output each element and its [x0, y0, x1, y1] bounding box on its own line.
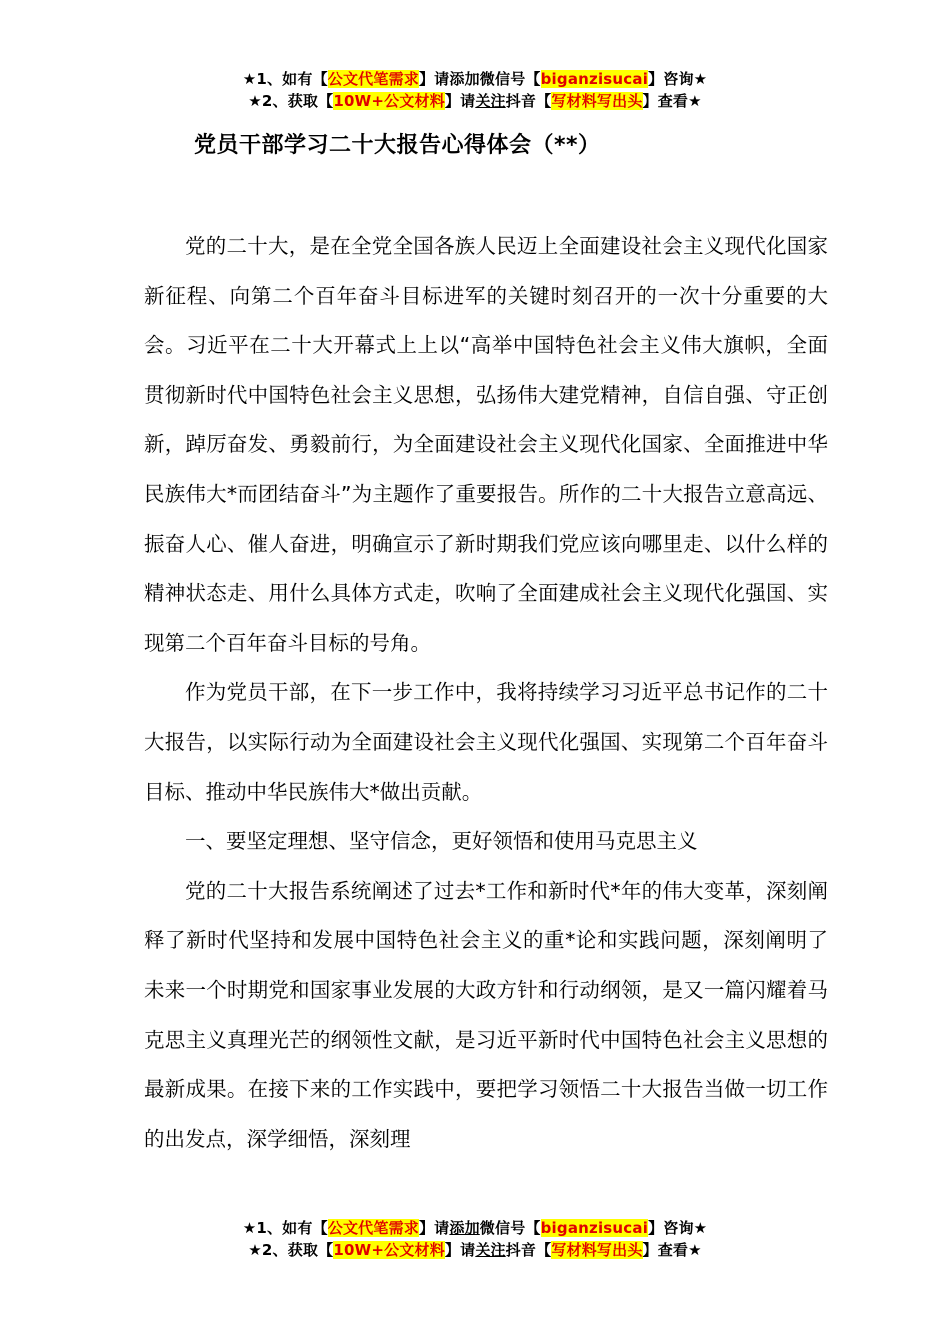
promo-text: ★1、如有【	[242, 1219, 328, 1237]
promo-emphasis: 关注	[475, 92, 506, 110]
promo-highlight: 公文代笔需求	[327, 1219, 419, 1237]
promo-douyin-id: 写材料写出头	[551, 1241, 643, 1259]
promo-text: 微信号【	[479, 70, 541, 88]
promo-text: ★2、获取【	[248, 92, 334, 110]
promo-highlight: 10W+公文材料	[333, 1241, 445, 1259]
promo-wechat-id: biganzisucai	[540, 70, 649, 88]
paragraph: 作为党员干部，在下一步工作中，我将持续学习习近平总书记作的二十大报告，以实际行动为全面建设社会主义现代化强国、实现第二个百年奋斗目标、推动中华民族伟大*做出贡献。	[144, 680, 828, 804]
promo-text: 】请	[418, 1219, 450, 1237]
promo-douyin-id: 写材料写出头	[551, 92, 643, 110]
promo-wechat-id: biganzisucai	[540, 1219, 649, 1237]
promo-emphasis: 关注	[475, 1241, 506, 1259]
promo-text: 】咨询★	[648, 70, 708, 88]
promo-highlight: 10W+公文材料	[333, 92, 445, 110]
promo-text: 】请	[418, 70, 450, 88]
promo-line-2	[0, 1239, 950, 1261]
promo-text: 】咨询★	[648, 1219, 708, 1237]
promo-header	[0, 68, 950, 112]
promo-line-1	[0, 68, 950, 90]
promo-text: 】查看★	[642, 1241, 702, 1259]
paragraph: 党的二十大，是在全党全国各族人民迈上全面建设社会主义现代化国家新征程、向第二个百年奋斗目标进军的关键时刻召开的一次十分重要的大会。习近平在二十大开幕式上上以“高举中国特色社会主义伟大旗帜，全面贯彻新时代中国特色社会主义思想，弘扬伟大建党精神，自信自强、守正创新，踔厉奋发、勇毅前行，为全面建设社会主义现代化国家、全面推进中华民族伟大*而团结奋斗”为主题作了重要报告。所作的二十大报告立意高远、振奋人心、催人奋进，明确宣示了新时期我们党应该向哪里走、以什么样的精神状态走、用什么具体方式走，吹响了全面建成社会主义现代化强国、实现第二个百年奋斗目标的号角。	[144, 234, 828, 655]
promo-emphasis: 添加	[449, 1219, 480, 1237]
document-body	[144, 222, 828, 1164]
section-heading: 一、要坚定理想、坚守信念，更好领悟和使用马克思主义	[185, 829, 698, 854]
paragraph: 党的二十大报告系统阐述了过去*工作和新时代*年的伟大变革，深刻阐释了新时代坚持和发展中国特色社会主义的重*论和实践问题，深刻阐明了未来一个时期党和国家事业发展的大政方针和行动纲领，是又一篇闪耀着马克思主义真理光芒的纲领性文献，是习近平新时代中国特色社会主义思想的最新成果。在接下来的工作实践中，要把学习领悟二十大报告当做一切工作的出发点，深学细悟，深刻理	[144, 878, 828, 1151]
promo-emphasis: 添加	[449, 70, 480, 88]
promo-text: ★1、如有【	[242, 70, 328, 88]
promo-text: 】请	[444, 92, 476, 110]
promo-text: 微信号【	[479, 1219, 541, 1237]
promo-footer	[0, 1217, 950, 1261]
promo-highlight: 公文代笔需求	[327, 70, 419, 88]
promo-text: 抖音【	[505, 92, 552, 110]
promo-text: ★2、获取【	[248, 1241, 334, 1259]
promo-line-1	[0, 1217, 950, 1239]
promo-text: 】查看★	[642, 92, 702, 110]
document-title: 党员干部学习二十大报告心得体会（**）	[194, 133, 601, 158]
promo-line-2	[0, 90, 950, 112]
promo-text: 抖音【	[505, 1241, 552, 1259]
promo-text: 】请	[444, 1241, 476, 1259]
